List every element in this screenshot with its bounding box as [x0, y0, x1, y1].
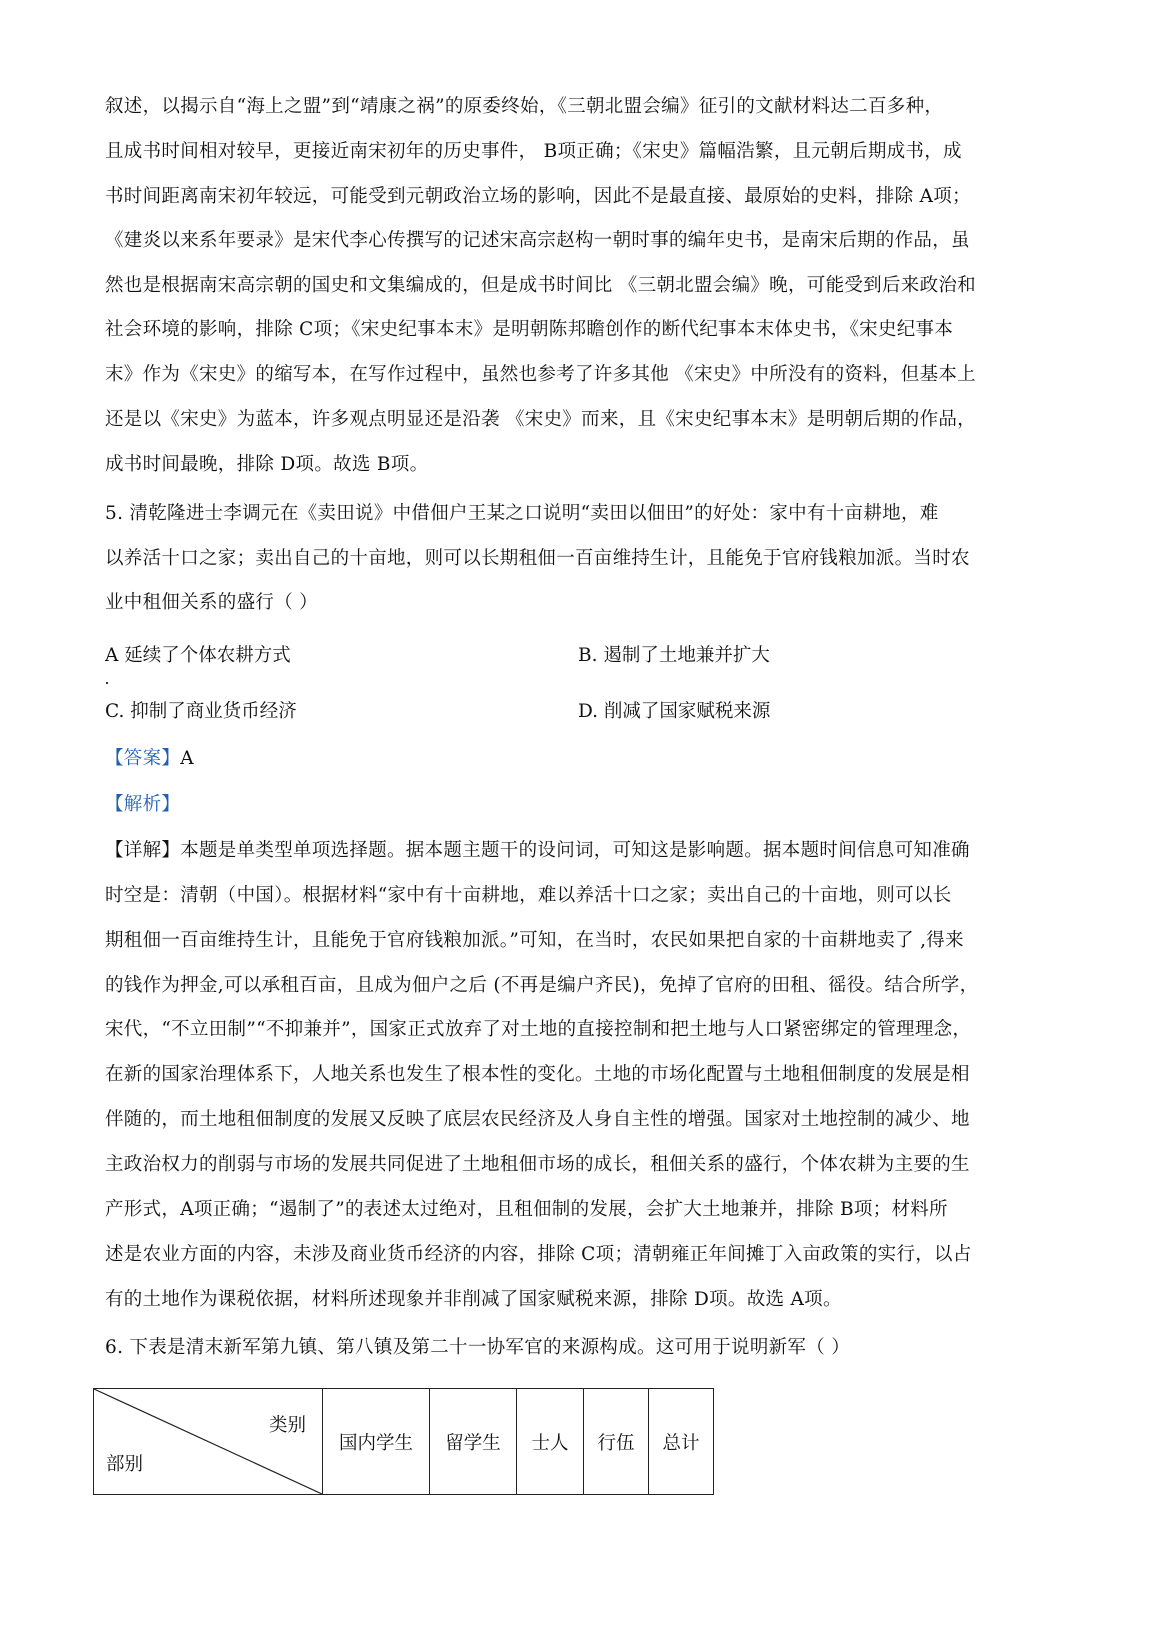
- header-scholars: 士人: [517, 1389, 584, 1495]
- table-header-row: [94, 1389, 714, 1495]
- detail-line: 伴随的，而土地租佃制度的发展又反映了底层农民经济及人身自主性的增强。国家对土地控制的减少、地: [105, 1109, 970, 1130]
- explanation-line: 叙述，以揭示自“海上之盟”到“靖康之祸”的原委终始，《三朝北盟会编》征引的文献材料达二百多种，: [105, 96, 944, 117]
- detail-line: 时空是：清朝（中国）。根据材料“家中有十亩耕地，难以养活十口之家；卖出自己的十亩地，则可以长: [105, 885, 952, 906]
- detail-line: 在新的国家治理体系下，人地关系也发生了根本性的变化。土地的市场化配置与土地租佃制度的发展是相: [105, 1064, 970, 1085]
- explanation-line: 且成书时间相对较早，更接近南宋初年的历史事件， B项正确；《宋史》篇幅浩繁，且元朝后期成书，成: [105, 141, 962, 162]
- header-overseas-students: 留学生: [430, 1389, 517, 1495]
- analysis-label: 【解析】: [105, 794, 181, 815]
- header-ranks: 行伍: [584, 1389, 649, 1495]
- option-d: D. 削减了国家赋税来源: [578, 701, 771, 722]
- question6-stem: 6. 下表是清末新军第九镇、第八镇及第二十一协军官的来源构成。这可用于说明新军（ ）: [105, 1337, 851, 1358]
- detail-line: 主政治权力的削弱与市场的发展共同促进了土地租佃市场的成长，租佃关系的盛行，个体农耕为主要的生: [105, 1154, 970, 1175]
- option-b: B. 遏制了土地兼并扩大: [578, 645, 770, 666]
- detail-line: 述是农业方面的内容，未涉及商业货币经济的内容，排除 C项；清朝雍正年间摊丁入亩政策的实行，以占: [105, 1244, 972, 1265]
- header-domestic-students: 国内学生: [323, 1389, 430, 1495]
- question5-stem-line: 以养活十口之家；卖出自己的十亩地，则可以长期租佃一百亩维持生计，且能免于官府钱粮加派。当时农: [105, 548, 970, 569]
- explanation-line: 末》作为《宋史》的缩写本，在写作过程中，虽然也参考了许多其他 《宋史》中所没有的资料，但基本上: [105, 364, 976, 385]
- explanation-line: 《建炎以来系年要录》是宋代李心传撰写的记述宋高宗赵构一朝时事的编年史书，是南宋后期的作品，虽: [105, 230, 970, 251]
- detail-label: 【详解】: [105, 840, 181, 861]
- detail-line: [105, 842, 970, 861]
- explanation-line: 还是以《宋史》为蓝本，许多观点明显还是沿袭 《宋史》而来，且《宋史纪事本末》是明朝后期的作品，: [105, 409, 976, 430]
- detail-line: 有的土地作为课税依据，材料所述现象并非削减了国家赋税来源，排除 D项。故选 A项。: [105, 1289, 842, 1310]
- explanation-line: 成书时间最晚，排除 D项。故选 B项。: [105, 454, 429, 475]
- unit-label: 部别: [106, 1454, 144, 1475]
- explanation-line: 社会环境的影响，排除 C项；《宋史纪事本末》是明朝陈邦瞻创作的断代纪事本末体史书，《宋史纪事本: [105, 319, 954, 340]
- header-total: 总计: [649, 1389, 714, 1495]
- analysis-label-line: [105, 796, 180, 815]
- detail-line: 期租佃一百亩维持生计，且能免于官府钱粮加派。”可知，在当时，农民如果把自家的十亩耕地卖了 ,得来: [105, 930, 964, 951]
- stray-mark: [106, 682, 108, 684]
- detail-text: 本题是单类型单项选择题。据本题主题干的设问词，可知这是影响题。据本题时间信息可知准确: [180, 840, 970, 861]
- answer-label: 【答案】: [105, 748, 181, 769]
- question5-stem-line: 5. 清乾隆进士李调元在《卖田说》中借佃户王某之口说明“卖田以佃田”的好处：家中有十亩耕地，难: [105, 503, 939, 524]
- answer-value: A: [180, 748, 194, 769]
- explanation-line: 然也是根据南宋高宗朝的国史和文集编成的，但是成书时间比 《三朝北盟会编》晚，可能受到后来政治和: [105, 275, 976, 296]
- detail-line: 产形式，A项正确；“遏制了”的表述太过绝对，且租佃制的发展，会扩大土地兼并，排除 B项；材料所: [105, 1199, 948, 1220]
- diagonal-line: [94, 1389, 322, 1494]
- diagonal-header-cell: [94, 1389, 323, 1495]
- category-label: 类别: [268, 1415, 306, 1436]
- question5-stem-line: 业中租佃关系的盛行（ ）: [105, 592, 318, 613]
- detail-line: 的钱作为押金,可以承租百亩，且成为佃户之后 (不再是编户齐民)，免掉了官府的田租、徭役。结合所学，: [105, 975, 979, 996]
- officer-source-table: [93, 1388, 714, 1495]
- explanation-line: 书时间距离南宋初年较远，可能受到元朝政治立场的影响，因此不是最直接、最原始的史料，排除 A项；: [105, 186, 971, 207]
- detail-line: 宋代，“不立田制”“不抑兼并”，国家正式放弃了对土地的直接控制和把土地与人口紧密绑定的管理理念，: [105, 1019, 972, 1040]
- option-a: A 延续了个体农耕方式: [105, 645, 291, 666]
- option-c: C. 抑制了商业货币经济: [105, 701, 297, 722]
- answer-line: [105, 750, 194, 769]
